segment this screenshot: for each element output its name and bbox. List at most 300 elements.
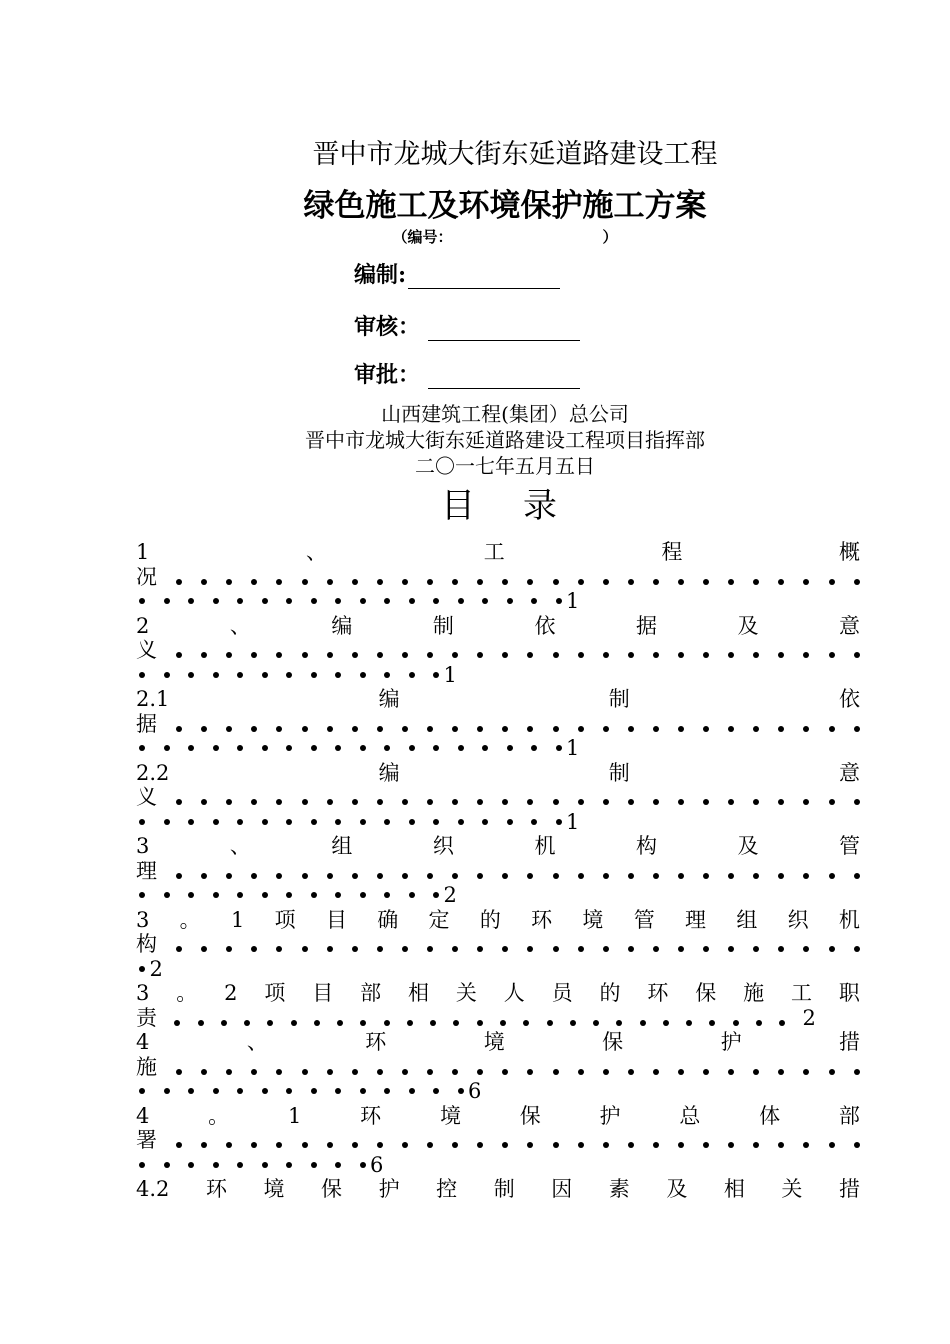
toc-entry-line bbox=[136, 1177, 860, 1202]
leader-dot bbox=[337, 1020, 343, 1026]
leader-dot bbox=[733, 1020, 739, 1026]
leader-dot bbox=[854, 726, 860, 732]
leader-dot bbox=[578, 579, 584, 585]
document-date: 二〇一七年五月五日 bbox=[415, 454, 595, 478]
leader-dot bbox=[628, 1142, 634, 1148]
leader-dot bbox=[352, 873, 358, 879]
leader-dot bbox=[854, 1142, 860, 1148]
leader-dot bbox=[678, 579, 684, 585]
leader-dot bbox=[327, 579, 333, 585]
leader-dot bbox=[703, 579, 709, 585]
toc-entry-char: 环 bbox=[360, 1103, 382, 1128]
leader-dot bbox=[603, 1069, 609, 1075]
leader-dot bbox=[653, 799, 659, 805]
toc-entry-char: 理 bbox=[136, 858, 157, 883]
leader-dot bbox=[803, 1142, 809, 1148]
toc-entry-char: 理 bbox=[685, 907, 707, 932]
leader-dot bbox=[267, 1020, 273, 1026]
leader-dot bbox=[427, 1069, 433, 1075]
leader-dot bbox=[360, 1162, 366, 1168]
leader-dot bbox=[703, 1069, 709, 1075]
leader-dot bbox=[578, 946, 584, 952]
toc-entry-char: 目 bbox=[312, 981, 334, 1005]
toc-entry-char: 及 bbox=[737, 834, 759, 858]
leader-dot bbox=[531, 819, 537, 825]
toc-entry-char: 据 bbox=[136, 711, 157, 736]
toc-page-number: 1 bbox=[566, 736, 580, 760]
leader-dot bbox=[139, 598, 145, 604]
leader-dot bbox=[603, 946, 609, 952]
leader-dot bbox=[556, 819, 562, 825]
leader-dot bbox=[523, 1020, 529, 1026]
leader-dot bbox=[482, 745, 488, 751]
toc-entry-char: 护 bbox=[720, 1030, 742, 1054]
toc-entry-line bbox=[136, 1055, 860, 1080]
toc-entry-char: 据 bbox=[635, 613, 657, 638]
leader-dot bbox=[164, 745, 170, 751]
leader-dot bbox=[603, 873, 609, 879]
leader-dot bbox=[262, 1162, 268, 1168]
leader-dot bbox=[402, 652, 408, 658]
leader-dot bbox=[527, 1142, 533, 1148]
leader-dot bbox=[302, 873, 308, 879]
leader-dot bbox=[335, 892, 341, 898]
leader-dot bbox=[226, 873, 232, 879]
leader-dot bbox=[553, 799, 559, 805]
toc-entry-char: 关 bbox=[455, 981, 477, 1005]
leader-dot bbox=[477, 1020, 483, 1026]
toc-entry-line bbox=[136, 565, 860, 590]
leader-dot bbox=[302, 1142, 308, 1148]
toc-entry-line bbox=[136, 1104, 860, 1129]
leader-dot bbox=[778, 652, 784, 658]
leader-dot bbox=[628, 799, 634, 805]
leader-dot bbox=[578, 1142, 584, 1148]
leader-dot bbox=[286, 745, 292, 751]
leader-dot bbox=[678, 726, 684, 732]
toc-entry-char: 部 bbox=[838, 1103, 860, 1128]
leader-dot bbox=[213, 672, 219, 678]
leader-dot bbox=[678, 799, 684, 805]
leader-dot bbox=[427, 1142, 433, 1148]
leader-dot bbox=[360, 1088, 366, 1094]
toc-entry-char: 管 bbox=[838, 834, 860, 858]
leader-dot bbox=[276, 1069, 282, 1075]
toc-page-number: 6 bbox=[370, 1152, 384, 1177]
leader-dot bbox=[176, 652, 182, 658]
leader-dot bbox=[409, 672, 415, 678]
toc-entry-char: 2.1 bbox=[136, 687, 170, 711]
leader-dot bbox=[226, 1069, 232, 1075]
leader-dot bbox=[458, 1088, 464, 1094]
leader-dot bbox=[756, 1020, 762, 1026]
leader-dot bbox=[188, 1088, 194, 1094]
leader-dot bbox=[139, 1088, 145, 1094]
document-title: 绿色施工及环境保护施工方案 bbox=[303, 188, 707, 224]
toc-entry-char: 护 bbox=[378, 1177, 400, 1201]
toc-entry-char: 部 bbox=[360, 981, 382, 1005]
leader-dot bbox=[753, 1069, 759, 1075]
leader-dot bbox=[226, 946, 232, 952]
toc-entry-char: 、 bbox=[246, 1030, 268, 1054]
toc-page-number: 2 bbox=[149, 956, 163, 981]
leader-dot bbox=[829, 726, 835, 732]
toc-entry-line bbox=[136, 761, 860, 786]
leader-dot bbox=[728, 652, 734, 658]
leader-dot bbox=[402, 579, 408, 585]
toc-entry-line bbox=[136, 1128, 860, 1153]
leader-dot bbox=[352, 799, 358, 805]
leader-dot bbox=[377, 579, 383, 585]
leader-dot bbox=[237, 892, 243, 898]
leader-dot bbox=[477, 946, 483, 952]
leader-dot bbox=[477, 579, 483, 585]
leader-dot bbox=[311, 672, 317, 678]
leader-dot bbox=[327, 946, 333, 952]
toc-entry-char: 4 bbox=[136, 1103, 150, 1128]
leader-dot bbox=[226, 652, 232, 658]
leader-dot bbox=[527, 946, 533, 952]
leader-dot bbox=[244, 1020, 250, 1026]
leader-dot bbox=[201, 1069, 207, 1075]
toc-entry-char: 。 bbox=[208, 1103, 230, 1128]
leader-dot bbox=[139, 892, 145, 898]
leader-dot bbox=[678, 873, 684, 879]
review-signature bbox=[354, 310, 580, 341]
leader-dot bbox=[188, 892, 194, 898]
toc-entry-char: 制 bbox=[493, 1177, 515, 1201]
leader-dot bbox=[502, 946, 508, 952]
leader-dot bbox=[226, 799, 232, 805]
leader-dot bbox=[709, 1020, 715, 1026]
toc-entry-char: 管 bbox=[633, 907, 655, 932]
leader-dot bbox=[352, 579, 358, 585]
leader-dot bbox=[188, 1162, 194, 1168]
leader-dot bbox=[803, 799, 809, 805]
leader-dot bbox=[164, 672, 170, 678]
toc-entry-char: 、 bbox=[306, 540, 328, 564]
leader-dot bbox=[311, 1162, 317, 1168]
leader-dot bbox=[452, 652, 458, 658]
leader-dot bbox=[407, 1020, 413, 1026]
leader-dot bbox=[477, 726, 483, 732]
toc-entry-line bbox=[136, 957, 860, 982]
leader-dot bbox=[311, 819, 317, 825]
leader-dot bbox=[302, 726, 308, 732]
toc-entry-char: 1 bbox=[136, 540, 150, 564]
leader-dot bbox=[352, 1069, 358, 1075]
leader-dot bbox=[402, 873, 408, 879]
leader-dot bbox=[237, 745, 243, 751]
leader-dot bbox=[377, 873, 383, 879]
toc-entry-line bbox=[136, 540, 860, 565]
leader-dot bbox=[377, 946, 383, 952]
toc-entry-line bbox=[136, 663, 860, 688]
leader-dot bbox=[703, 799, 709, 805]
leader-dot bbox=[678, 1142, 684, 1148]
leader-dot bbox=[433, 892, 439, 898]
leader-dot bbox=[502, 1142, 508, 1148]
leader-dot bbox=[139, 819, 145, 825]
leader-dot bbox=[430, 1020, 436, 1026]
leader-dot bbox=[628, 946, 634, 952]
leader-dot bbox=[327, 873, 333, 879]
toc-entry-char: 项 bbox=[264, 981, 286, 1005]
leader-dot bbox=[164, 892, 170, 898]
toc-entry-char: 编 bbox=[378, 760, 400, 785]
leader-dot bbox=[176, 579, 182, 585]
leader-dot bbox=[593, 1020, 599, 1026]
leader-dot bbox=[458, 745, 464, 751]
toc-entry-line bbox=[136, 883, 860, 908]
leader-dot bbox=[531, 598, 537, 604]
compile-signature bbox=[354, 258, 560, 289]
leader-dot bbox=[553, 652, 559, 658]
leader-dot bbox=[803, 1069, 809, 1075]
toc-entry-char: 项 bbox=[274, 907, 296, 932]
leader-dot bbox=[854, 799, 860, 805]
toc-entry-char: 的 bbox=[479, 907, 501, 932]
leader-dot bbox=[384, 819, 390, 825]
leader-dot bbox=[286, 1162, 292, 1168]
approve-signature bbox=[354, 358, 580, 389]
leader-dot bbox=[628, 726, 634, 732]
leader-dot bbox=[384, 1088, 390, 1094]
leader-dot bbox=[335, 745, 341, 751]
leader-dot bbox=[377, 652, 383, 658]
leader-dot bbox=[276, 946, 282, 952]
leader-dot bbox=[352, 946, 358, 952]
leader-dot bbox=[327, 1069, 333, 1075]
leader-dot bbox=[507, 745, 513, 751]
leader-dot bbox=[778, 799, 784, 805]
leader-dot bbox=[578, 1069, 584, 1075]
leader-dot bbox=[286, 672, 292, 678]
toc-page-number: 6 bbox=[468, 1079, 482, 1103]
toc-entry-char: 意 bbox=[838, 613, 860, 638]
leader-dot bbox=[433, 819, 439, 825]
leader-dot bbox=[409, 598, 415, 604]
leader-dot bbox=[201, 946, 207, 952]
toc-entry-char: 1 bbox=[287, 1103, 302, 1128]
leader-dot bbox=[452, 1069, 458, 1075]
leader-dot bbox=[854, 873, 860, 879]
toc-entry-char: 、 bbox=[229, 613, 251, 638]
leader-dot bbox=[139, 1162, 145, 1168]
toc-entry-char: 保 bbox=[695, 981, 717, 1005]
leader-dot bbox=[251, 799, 257, 805]
toc-entry-char: 相 bbox=[408, 981, 429, 1005]
leader-dot bbox=[531, 745, 537, 751]
code-label: （编号： bbox=[392, 228, 453, 246]
toc-entry-char: 3 bbox=[136, 907, 150, 932]
toc-title-b: 录 bbox=[523, 486, 557, 526]
leader-dot bbox=[663, 1020, 669, 1026]
toc-entry-line bbox=[136, 981, 860, 1006]
leader-dot bbox=[603, 652, 609, 658]
toc-entry-char: 程 bbox=[661, 540, 683, 564]
leader-dot bbox=[377, 1069, 383, 1075]
leader-dot bbox=[653, 873, 659, 879]
leader-dot bbox=[226, 1142, 232, 1148]
leader-dot bbox=[502, 799, 508, 805]
review-signature-line bbox=[428, 318, 580, 341]
leader-dot bbox=[164, 819, 170, 825]
leader-dot bbox=[213, 1162, 219, 1168]
leader-dot bbox=[237, 1162, 243, 1168]
leader-dot bbox=[482, 598, 488, 604]
leader-dot bbox=[477, 1142, 483, 1148]
toc-entry-line bbox=[136, 1030, 860, 1055]
leader-dot bbox=[686, 1020, 692, 1026]
leader-dot bbox=[547, 1020, 553, 1026]
toc-entry-char: 责 bbox=[136, 1005, 157, 1030]
toc-entry-char: 境 bbox=[582, 907, 604, 932]
leader-dot bbox=[427, 579, 433, 585]
leader-dot bbox=[452, 579, 458, 585]
leader-dot bbox=[311, 598, 317, 604]
leader-dot bbox=[201, 652, 207, 658]
leader-dot bbox=[237, 672, 243, 678]
leader-dot bbox=[829, 1142, 835, 1148]
leader-dot bbox=[402, 726, 408, 732]
leader-dot bbox=[352, 726, 358, 732]
leader-dot bbox=[603, 579, 609, 585]
leader-dot bbox=[314, 1020, 320, 1026]
leader-dot bbox=[553, 946, 559, 952]
toc-entry-char: 保 bbox=[602, 1030, 624, 1054]
leader-dot bbox=[251, 1142, 257, 1148]
leader-dot bbox=[335, 598, 341, 604]
toc-entry-char: 确 bbox=[377, 907, 399, 932]
toc-entry-char: 2 bbox=[224, 981, 238, 1005]
toc-entry-char: 构 bbox=[635, 834, 657, 858]
leader-dot bbox=[213, 1088, 219, 1094]
leader-dot bbox=[452, 873, 458, 879]
leader-dot bbox=[753, 873, 759, 879]
leader-dot bbox=[427, 726, 433, 732]
leader-dot bbox=[176, 946, 182, 952]
leader-dot bbox=[502, 726, 508, 732]
leader-dot bbox=[176, 799, 182, 805]
leader-dot bbox=[226, 579, 232, 585]
toc-entry-line bbox=[136, 687, 860, 712]
leader-dot bbox=[302, 652, 308, 658]
leader-dot bbox=[653, 726, 659, 732]
toc-entry-char: 机 bbox=[534, 834, 556, 858]
toc-page-number: 2 bbox=[802, 1005, 816, 1030]
leader-dot bbox=[803, 726, 809, 732]
leader-dot bbox=[176, 726, 182, 732]
leader-dot bbox=[262, 819, 268, 825]
leader-dot bbox=[286, 819, 292, 825]
toc-entry-char: 目 bbox=[325, 907, 347, 932]
leader-dot bbox=[327, 652, 333, 658]
leader-dot bbox=[527, 579, 533, 585]
leader-dot bbox=[477, 652, 483, 658]
review-label: 审核： bbox=[354, 314, 421, 340]
leader-dot bbox=[803, 946, 809, 952]
leader-dot bbox=[728, 946, 734, 952]
leader-dot bbox=[640, 1020, 646, 1026]
toc-entry-char: 机 bbox=[838, 907, 860, 932]
leader-dot bbox=[502, 652, 508, 658]
leader-dot bbox=[703, 726, 709, 732]
leader-dot bbox=[653, 946, 659, 952]
leader-dot bbox=[213, 598, 219, 604]
leader-dot bbox=[433, 598, 439, 604]
leader-dot bbox=[302, 579, 308, 585]
toc-entry-line bbox=[136, 908, 860, 933]
leader-dot bbox=[409, 1088, 415, 1094]
leader-dot bbox=[237, 1088, 243, 1094]
approve-label: 审批： bbox=[354, 362, 421, 388]
leader-dot bbox=[753, 1142, 759, 1148]
toc-entry-line bbox=[136, 1153, 860, 1178]
leader-dot bbox=[803, 873, 809, 879]
toc-entry-char: 境 bbox=[263, 1177, 285, 1201]
leader-dot bbox=[251, 726, 257, 732]
leader-dot bbox=[377, 799, 383, 805]
toc-entry-char: 制 bbox=[608, 687, 630, 711]
leader-dot bbox=[402, 799, 408, 805]
department-name: 晋中市龙城大街东延道路建设工程项目指挥部 bbox=[305, 428, 705, 452]
leader-dot bbox=[201, 873, 207, 879]
toc-entry-char: 意 bbox=[838, 760, 860, 785]
leader-dot bbox=[427, 652, 433, 658]
leader-dot bbox=[452, 1142, 458, 1148]
toc-entry-char: 。 bbox=[176, 981, 198, 1005]
leader-dot bbox=[251, 873, 257, 879]
leader-dot bbox=[335, 1088, 341, 1094]
leader-dot bbox=[500, 1020, 506, 1026]
leader-dot bbox=[829, 799, 835, 805]
leader-dot bbox=[628, 579, 634, 585]
toc-entry-line bbox=[136, 932, 860, 957]
leader-dot bbox=[553, 579, 559, 585]
leader-dot bbox=[262, 745, 268, 751]
toc-entry-char: 4.2 bbox=[136, 1177, 170, 1201]
leader-dot bbox=[703, 873, 709, 879]
project-title: 晋中市龙城大街东延道路建设工程 bbox=[312, 139, 718, 170]
leader-dot bbox=[603, 726, 609, 732]
leader-dot bbox=[452, 799, 458, 805]
leader-dot bbox=[854, 946, 860, 952]
leader-dot bbox=[553, 1142, 559, 1148]
leader-dot bbox=[262, 598, 268, 604]
leader-dot bbox=[779, 1020, 785, 1026]
leader-dot bbox=[327, 726, 333, 732]
toc-entry-line bbox=[136, 736, 860, 761]
toc-entry-char: 概 bbox=[839, 540, 860, 564]
toc-entry-line bbox=[136, 810, 860, 835]
toc-entry-char: 及 bbox=[666, 1177, 688, 1201]
toc-entry-line bbox=[136, 1006, 860, 1031]
toc-entry-char: 义 bbox=[136, 785, 157, 809]
leader-dot bbox=[213, 745, 219, 751]
toc-entry-char: 施 bbox=[136, 1054, 157, 1079]
leader-dot bbox=[377, 726, 383, 732]
leader-dot bbox=[452, 946, 458, 952]
leader-dot bbox=[251, 652, 257, 658]
leader-dot bbox=[653, 579, 659, 585]
leader-dot bbox=[427, 873, 433, 879]
leader-dot bbox=[427, 946, 433, 952]
document-code bbox=[30, 226, 950, 247]
toc-entry-char: 措 bbox=[838, 1177, 860, 1201]
leader-dot bbox=[360, 819, 366, 825]
leader-dot bbox=[262, 1088, 268, 1094]
